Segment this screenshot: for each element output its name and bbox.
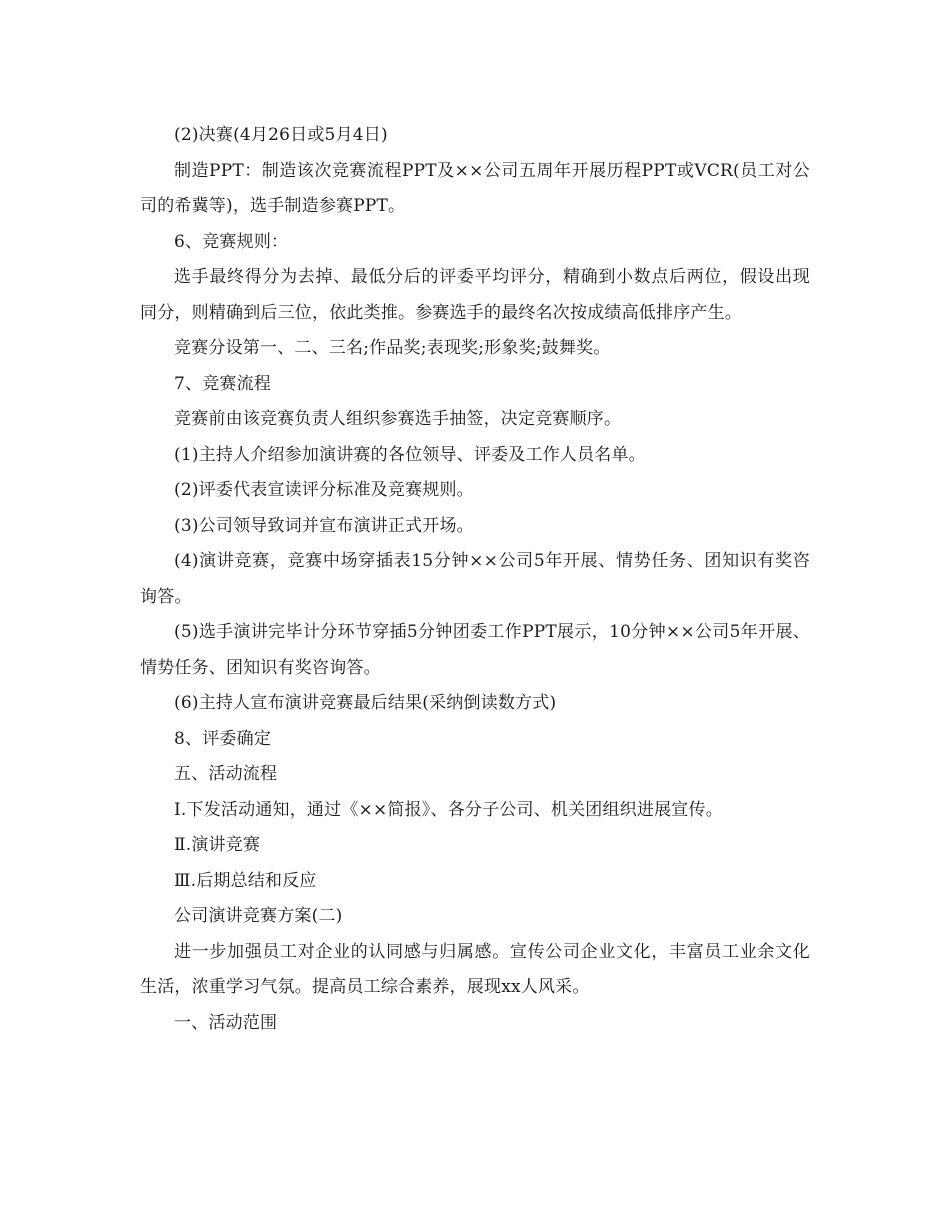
paragraph: 选手最终得分为去掉、最低分后的评委平均评分，精确到小数点后两位，假设出现同分，则精确到后三位，依此类推。参赛选手的最终名次按成绩高低排序产生。	[140, 267, 810, 323]
document-body	[140, 118, 810, 1041]
list-item: (1)主持人介绍参加演讲赛的各位领导、评委及工作人员名单。	[174, 444, 646, 465]
paragraph: 制造PPT：制造该次竞赛流程PPT及××公司五周年开展历程PPT或VCR(员工对公司的希冀等)，选手制造参赛PPT。	[140, 160, 810, 216]
section-heading: 一、活动范围	[174, 1012, 278, 1033]
section-heading: 6、竞赛规则：	[174, 231, 289, 252]
list-item: (5)选手演讲完毕计分环节穿插5分钟团委工作PPT展示，10分钟××公司5年开展、情势任务、团知识有奖咨询答。	[140, 622, 810, 678]
list-item: (3)公司领导致词并宣布演讲正式开场。	[174, 515, 474, 536]
section-heading: 7、竞赛流程	[174, 373, 272, 394]
list-item: (2)评委代表宣读评分标准及竞赛规则。	[174, 480, 474, 500]
paragraph: 竞赛前由该竞赛负责人组织参赛选手抽签，决定竞赛顺序。	[174, 409, 622, 429]
document-title: 公司演讲竞赛方案(二)	[174, 906, 343, 926]
paragraph: (2)决赛(4月26日或5月4日)	[174, 125, 388, 145]
list-item: Ⅰ.下发活动通知，通过《××简报》、各分子公司、机关团组织进展宣传。	[174, 799, 723, 820]
paragraph: 进一步加强员工对企业的认同感与归属感。宣传公司企业文化，丰富员工业余文化生活，浓重学习气氛。提高员工综合素养，展现xx人风采。	[140, 941, 810, 997]
list-item: (4)演讲竞赛，竞赛中场穿插表15分钟××公司5年开展、情势任务、团知识有奖咨询答。	[140, 551, 810, 607]
paragraph: 竞赛分设第一、二、三名;作品奖;表现奖;形象奖;鼓舞奖。	[174, 338, 611, 358]
section-heading: 8、评委确定	[174, 728, 272, 749]
list-item: Ⅲ.后期总结和反应	[174, 870, 317, 891]
list-item: Ⅱ.演讲竞赛	[174, 835, 261, 855]
section-heading: 五、活动流程	[174, 764, 278, 784]
list-item: (6)主持人宣布演讲竞赛最后结果(采纳倒读数方式)	[174, 693, 557, 713]
